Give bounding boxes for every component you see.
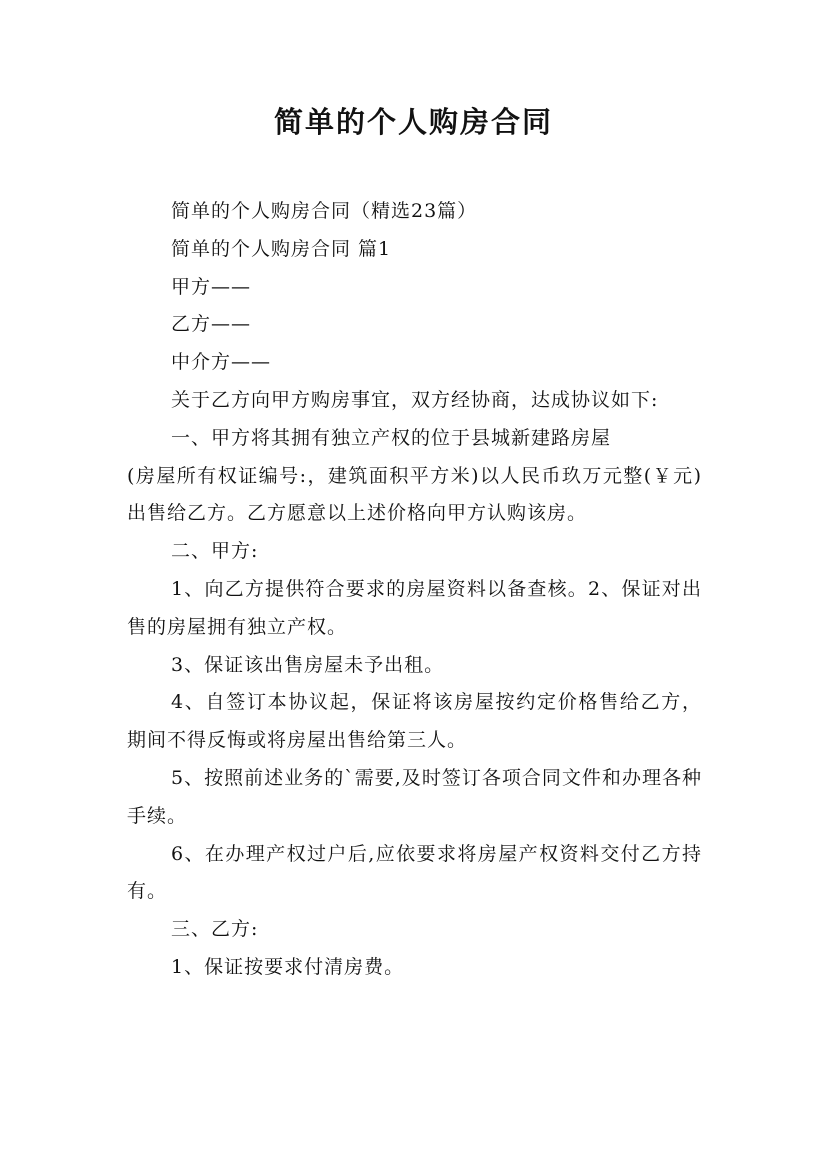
paragraph-party-b: 乙方—— <box>171 313 252 336</box>
paragraph-clause-2-5: 5、按照前述业务的`需要,及时签订各项合同文件和办理各种手续。 <box>127 766 702 827</box>
paragraph-clause-2: 二、甲方: <box>171 540 259 563</box>
document-title: 简单的个人购房合同 <box>273 105 553 139</box>
paragraph-clause-2-4: 4、自签订本协议起，保证将该房屋按约定价格售给乙方，期间不得反悔或将房屋出售给第三人。 <box>127 691 702 752</box>
paragraph-clause-2-3: 3、保证该出售房屋未予出租。 <box>171 653 445 676</box>
paragraph-clause-3-1: 1、保证按要求付清房费。 <box>171 955 405 978</box>
paragraph-clause-3: 三、乙方: <box>171 918 259 941</box>
paragraph-clause-1: 一、甲方将其拥有独立产权的位于县城新建路房屋 <box>171 426 612 449</box>
paragraph-clause-2-6: 6、在办理产权过户后,应依要求将房屋产权资料交付乙方持有。 <box>127 842 702 903</box>
paragraph-subtitle: 简单的个人购房合同（精选23篇） <box>171 200 478 222</box>
paragraph-clause-2-1: 1、向乙方提供符合要求的房屋资料以备查核。2、保证对出售的房屋拥有独立产权。 <box>127 577 702 638</box>
document-body <box>127 193 702 987</box>
paragraph-heading: 简单的个人购房合同 篇1 <box>171 237 392 260</box>
paragraph-agent: 中介方—— <box>171 351 272 374</box>
paragraph-clause-1-detail: (房屋所有权证编号:，建筑面积平方米)以人民币玖万元整(￥元)出售给乙方。乙方愿意以上述价格向甲方认购该房。 <box>127 464 702 525</box>
paragraph-party-a: 甲方—— <box>171 275 252 298</box>
paragraph-intro: 关于乙方向甲方购房事宜，双方经协商，达成协议如下: <box>171 388 659 411</box>
